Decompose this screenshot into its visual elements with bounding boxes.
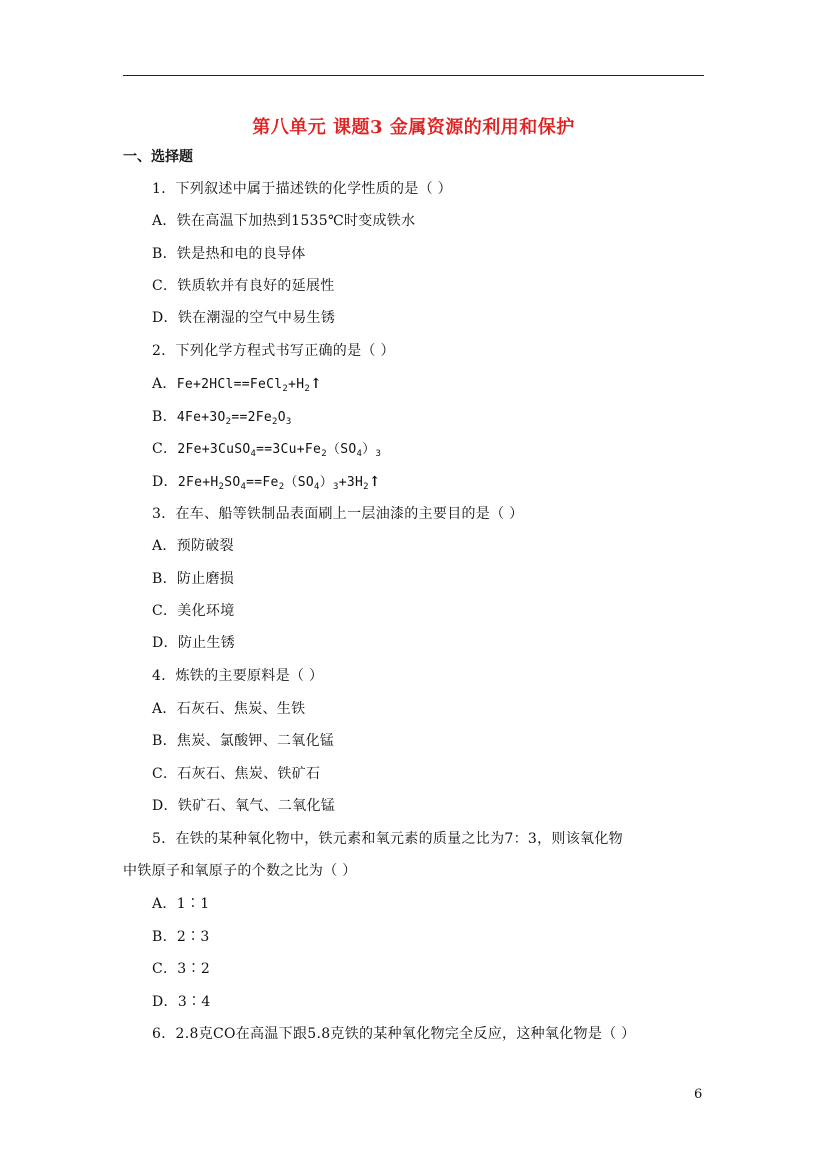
question-5-option-b: B．2∶3 [152, 929, 210, 945]
question-5-stem-line1: 5．在铁的某种氧化物中，铁元素和氧元素的质量之比为7：3，则该氧化物 [152, 831, 623, 847]
question-5-option-a: A．1∶1 [152, 896, 210, 912]
equation-b: $4Fe+3O_2==2Fe_2O_3$ [176, 410, 292, 427]
equation-d: $2Fe+H_2SO_4==Fe_2(SO_4)_3+3H_2$ [177, 475, 369, 492]
question-4-option-a: A．石灰石、焦炭、生铁 [152, 701, 306, 717]
question-1-option-b: B．铁是热和电的良导体 [152, 246, 306, 262]
gas-arrow-icon: ↑ [368, 474, 381, 490]
question-4-option-d: D．铁矿石、氧气、二氧化锰 [152, 798, 336, 814]
option-label: B． [152, 409, 177, 425]
page-title: 第八单元 课题3 金属资源的利用和保护 [252, 117, 575, 138]
question-3-stem: 3．在车、船等铁制品表面刷上一层油漆的主要目的是（ ） [152, 506, 524, 522]
question-5-option-c: C．3∶2 [152, 961, 211, 977]
question-6-stem: 6．2.8克CO在高温下跟5.8克铁的某种氧化物完全反应，这种氧化物是（ ） [152, 1026, 636, 1042]
question-1-option-d: D．铁在潮湿的空气中易生锈 [152, 310, 336, 326]
gas-arrow-icon: ↑ [310, 376, 323, 392]
question-2-option-a [152, 373, 322, 393]
question-2-option-d [152, 471, 381, 491]
header-rule [123, 75, 704, 76]
question-3-option-b: B．防止磨损 [152, 571, 235, 587]
question-2-option-c [152, 438, 381, 458]
question-4-option-c: C．石灰石、焦炭、铁矿石 [152, 766, 321, 782]
equation-c: $2Fe+3CuSO_4==3Cu+Fe_2(SO_4)_3$ [177, 442, 382, 459]
option-label: C． [152, 441, 178, 457]
section-heading: 一、选择题 [123, 149, 193, 165]
question-3-option-d: D．防止生锈 [152, 635, 236, 651]
option-label: D． [152, 474, 178, 490]
question-4-option-b: B．焦炭、氯酸钾、二氧化锰 [152, 733, 335, 749]
option-label: A． [152, 376, 177, 392]
question-1-option-c: C．铁质软并有良好的延展性 [152, 278, 335, 294]
question-4-stem: 4．炼铁的主要原料是（ ） [152, 668, 324, 684]
question-5-option-d: D．3∶4 [152, 994, 211, 1010]
question-1-option-a: A．铁在高温下加热到1535℃时变成铁水 [152, 213, 416, 229]
question-5-stem-line2: 中铁原子和氧原子的个数之比为（ ） [123, 863, 357, 879]
equation-a: $Fe+2HCl==FeCl_2+H_2$ [176, 377, 311, 394]
page-number: 6 [694, 1087, 703, 1102]
question-1-stem: 1．下列叙述中属于描述铁的化学性质的是（ ） [152, 181, 452, 197]
question-3-option-a: A．预防破裂 [152, 538, 234, 554]
question-3-option-c: C．美化环境 [152, 603, 235, 619]
question-2-stem: 2．下列化学方程式书写正确的是（ ） [152, 343, 395, 359]
question-2-option-b [152, 406, 292, 426]
